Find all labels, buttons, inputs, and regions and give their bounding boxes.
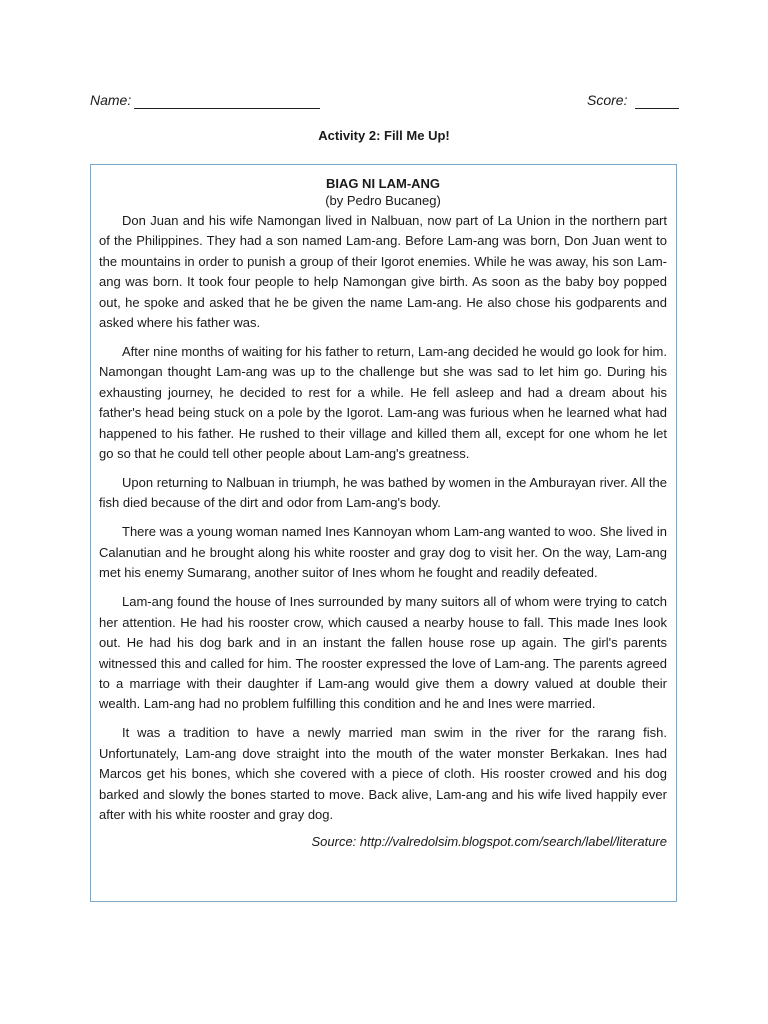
story-author: (by Pedro Bucaneg) (325, 193, 441, 208)
source-citation: Source: http://valredolsim.blogspot.com/search/label/literature (311, 833, 667, 849)
story-box (90, 164, 677, 902)
story-paragraph: It was a tradition to have a newly married man swim in the river for the rarang fish. Unfortunately, Lam-ang dove straight into the mouth of the water monster Berkakan. Ines had Marcos get his bones, which she covered with a piece of cloth. His rooster crowed and his dog barked and slowly the bones started to move. Back alive, Lam-ang and his wife lived happily ever after with his white rooster and gray dog. (99, 725, 667, 822)
activity-title: Activity 2: Fill Me Up! (318, 128, 450, 143)
story-paragraph: There was a young woman named Ines Kannoyan whom Lam-ang wanted to woo. She lived in Calanutian and he brought along his white rooster and gray dog to visit her. On the way, Lam-ang met his enemy Sumarang, another suitor of Ines whom he fought and readily defeated. (99, 524, 667, 581)
story-paragraph: Don Juan and his wife Namongan lived in Nalbuan, now part of La Union in the northern part of the Philippines. They had a son named Lam-ang. Before Lam-ang was born, Don Juan went to the mountains in order to punish a group of their Igorot enemies. While he was away, his son Lam-ang was born. It took four people to help Namongan give birth. As soon as the baby boy popped out, he spoke and asked that he be given the name Lam-ang. He also chose his godparents and asked where his father was. (99, 213, 667, 331)
story-paragraph: Upon returning to Nalbuan in triumph, he was bathed by women in the Amburayan river. All the fish died because of the dirt and odor from Lam-ang's body. (99, 475, 667, 511)
score-label: Score: (587, 92, 628, 108)
name-label: Name: (90, 92, 132, 108)
score-blank-line[interactable] (635, 108, 679, 109)
story-paragraph: Lam-ang found the house of Ines surrounded by many suitors all of whom were trying to catch her attention. He had his rooster crow, which caused a nearby house to fall. This made Ines look out. He had his dog bark and in an instant the fallen house rose up again. The girl's parents witnessed this and called for him. The rooster expressed the love of Lam-ang. The parents agreed to a marriage with their daughter if Lam-ang would give them a dowry valued at double their wealth. Lam-ang had no problem fulfilling this condition and he and Ines were married. (99, 594, 667, 712)
story-paragraph: After nine months of waiting for his father to return, Lam-ang decided he would go look for him. Namongan thought Lam-ang was up to the challenge but she was sad to let him go. During his exhausting journey, he decided to rest for a while. He fell asleep and had a dream about his father's head being stuck on a pole by the Igorot. Lam-ang was furious when he learned what had happened to his father. He rushed to their village and killed them all, except for one whom he let go so that he could tell other people about Lam-ang's greatness. (99, 344, 667, 462)
story-title: BIAG NI LAM-ANG (325, 176, 441, 191)
name-blank-line[interactable] (134, 108, 320, 109)
worksheet-header (90, 92, 680, 112)
